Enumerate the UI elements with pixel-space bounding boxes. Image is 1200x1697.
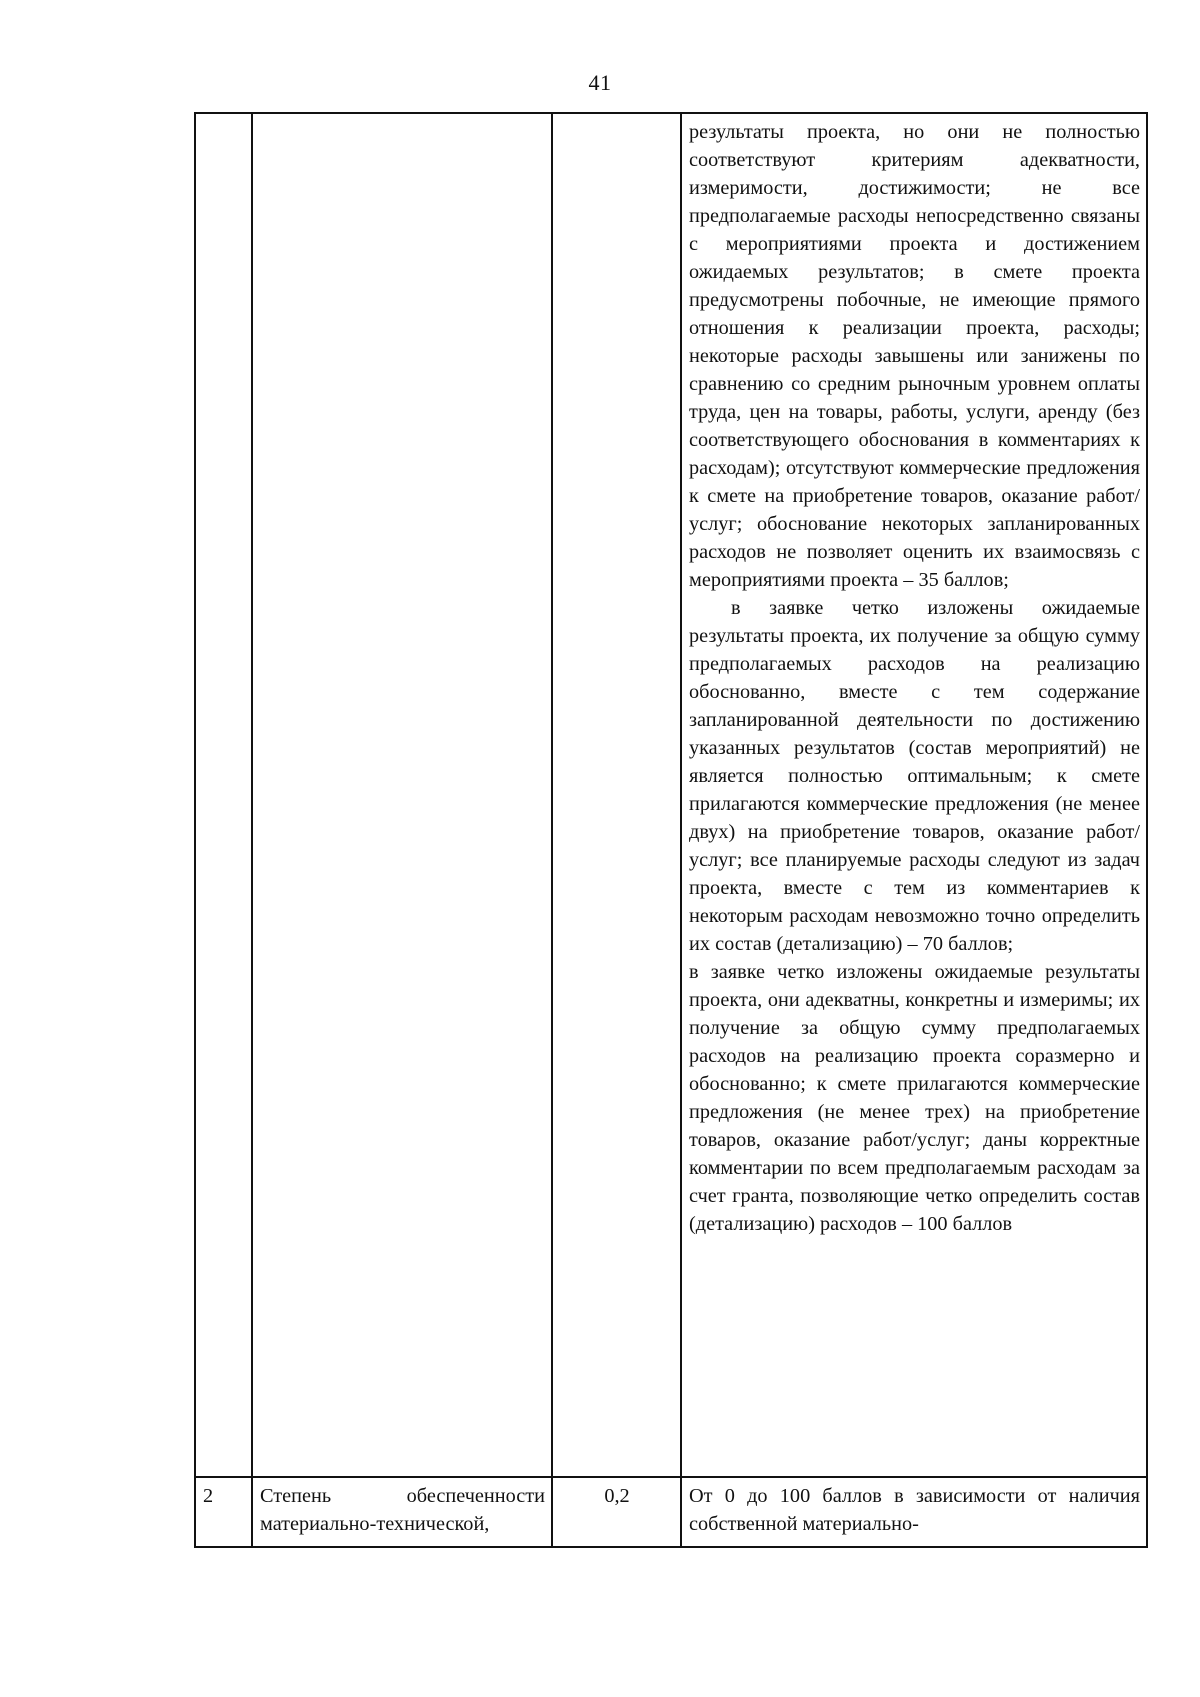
description-cell (681, 113, 1147, 1477)
description-paragraph: в заявке четко изложены ожидаемые результаты проекта, их получение за общую сумму предполагаемых расходов на реализацию обоснованно, вместе с тем содержание запланированной деятельности по достижению указанных результатов (состав мероприятий) не является полностью оптимальным; к смете прилагаются коммерческие предложения (не менее двух) на приобретение товаров, оказание работ/услуг; все планируемые расходы следуют из задач проекта, вместе с тем из комментариев к некоторым расходам невозможно точно определить их состав (детализацию) – 70 баллов; (689, 597, 1140, 955)
description-paragraph: результаты проекта, но они не полностью соответствуют критериям адекватности, измеримости, достижимости; не все предполагаемые расходы непосредственно связаны с мероприятиями проекта и достижением ожидаемых результатов; в смете проекта предусмотрены побочные, не имеющие прямого отношения к реализации проекта, расходы; некоторые расходы завышены или занижены по сравнению со средним рыночным уровнем оплаты труда, цен на товары, работы, услуги, аренду (без соответствующего обоснования в комментариях к расходам); отсутствуют коммерческие предложения к смете на приобретение товаров, оказание работ/услуг; обоснование некоторых запланированных расходов не позволяет оценить их взаимосвязь с мероприятиями проекта – 35 баллов; (689, 121, 1140, 591)
table-row (195, 1477, 1147, 1547)
table-row (195, 113, 1147, 1477)
weight-cell (552, 113, 681, 1477)
criteria-table (194, 112, 1148, 1548)
description-cell (681, 1477, 1147, 1547)
weight-cell: 0,2 (552, 1477, 681, 1547)
row-number-cell: 2 (195, 1477, 252, 1547)
description-paragraph: От 0 до 100 баллов в зависимости от наличия собственной материально- (689, 1485, 1140, 1535)
criterion-cell (252, 113, 552, 1477)
description-paragraph: в заявке четко изложены ожидаемые результаты проекта, они адекватны, конкретны и измеримы; их получение за общую сумму предполагаемых расходов на реализацию проекта соразмерно и обоснованно; к смете прилагаются коммерческие предложения (не менее трех) на приобретение товаров, оказание работ/услуг; даны корректные комментарии по всем предполагаемым расходам за счет гранта, позволяющие четко определить состав (детализацию) расходов – 100 баллов (689, 961, 1140, 1235)
criterion-cell: Степень обеспеченности материально-технической, (252, 1477, 552, 1547)
row-number-cell (195, 113, 252, 1477)
page-number: 41 (588, 70, 612, 95)
